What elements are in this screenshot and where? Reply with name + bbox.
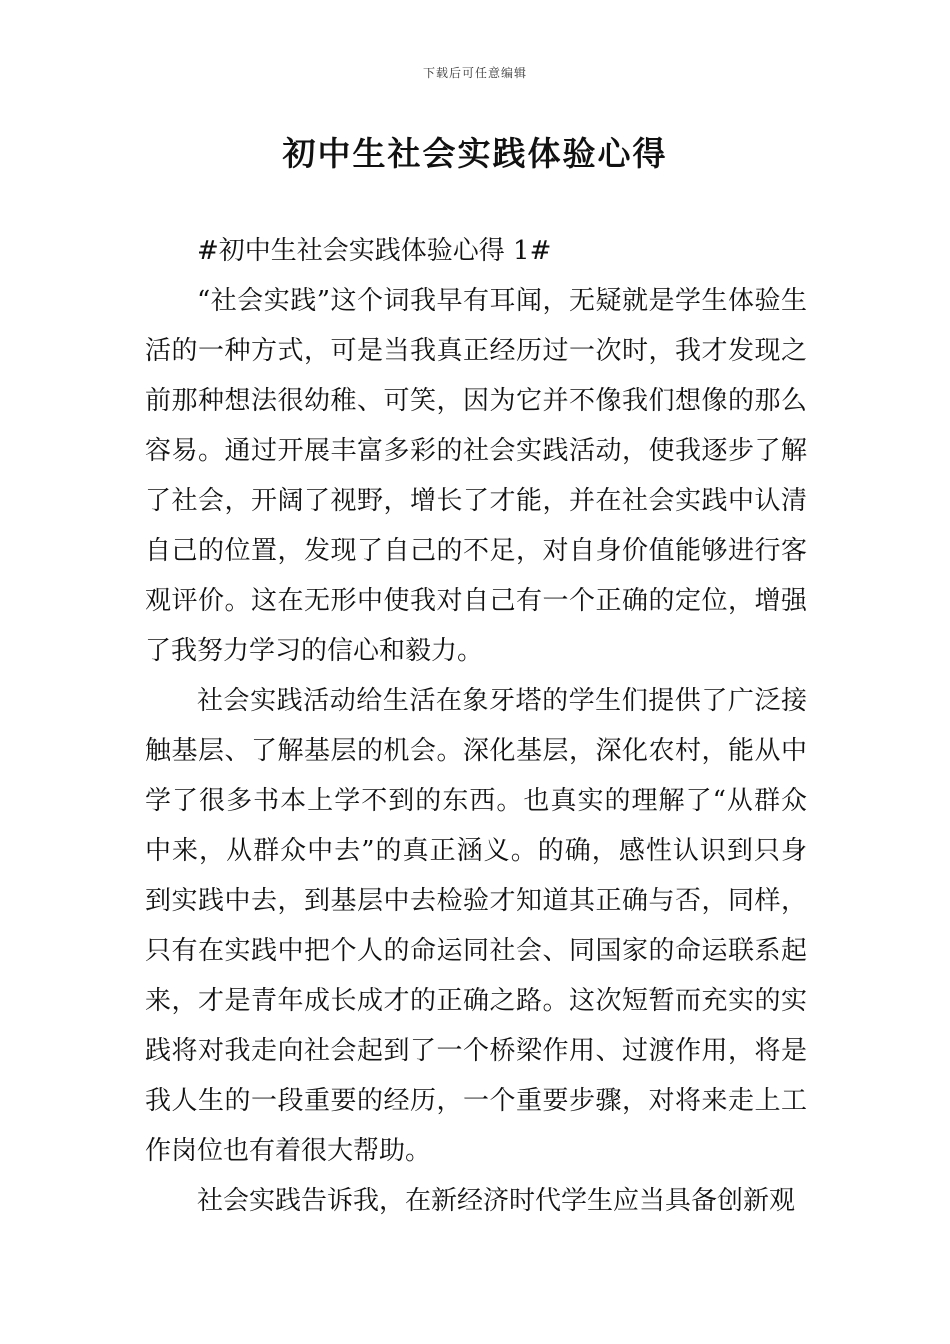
paragraph-3: 社会实践告诉我，在新经济时代学生应当具备创新观 [197,1186,796,1216]
header-note: 下载后可任意编辑 [422,66,527,80]
document-body [145,226,807,1226]
document-title: 初中生社会实践体验心得 [282,134,668,173]
paragraph-1: “社会实践”这个词我早有耳闻，无疑就是学生体验生活的一种方式，可是当我真正经历过一次时，我才发现之前那种想法很幼稚、可笑，因为它并不像我们想像的那么容易。通过开展丰富多彩的社会实践活动，使我逐步了解了社会，开阔了视野，增长了才能，并在社会实践中认清自己的位置，发现了自己的不足，对自身价值能够进行客观评价。这在无形中使我对自己有一个正确的定位，增强了我努力学习的信心和毅力。 [145,286,807,666]
section-subheading: #初中生社会实践体验心得 1# [197,236,552,266]
paragraph-2: 社会实践活动给生活在象牙塔的学生们提供了广泛接触基层、了解基层的机会。深化基层，深化农村，能从中学了很多书本上学不到的东西。也真实的理解了“从群众中来，从群众中去”的真正涵义。的确，感性认识到只身到实践中去，到基层中去检验才知道其正确与否，同样，只有在实践中把个人的命运同社会、同国家的命运联系起来，才是青年成长成才的正确之路。这次短暂而充实的实践将对我走向社会起到了一个桥梁作用、过渡作用，将是我人生的一段重要的经历，一个重要步骤，对将来走上工作岗位也有着很大帮助。 [145,686,807,1166]
